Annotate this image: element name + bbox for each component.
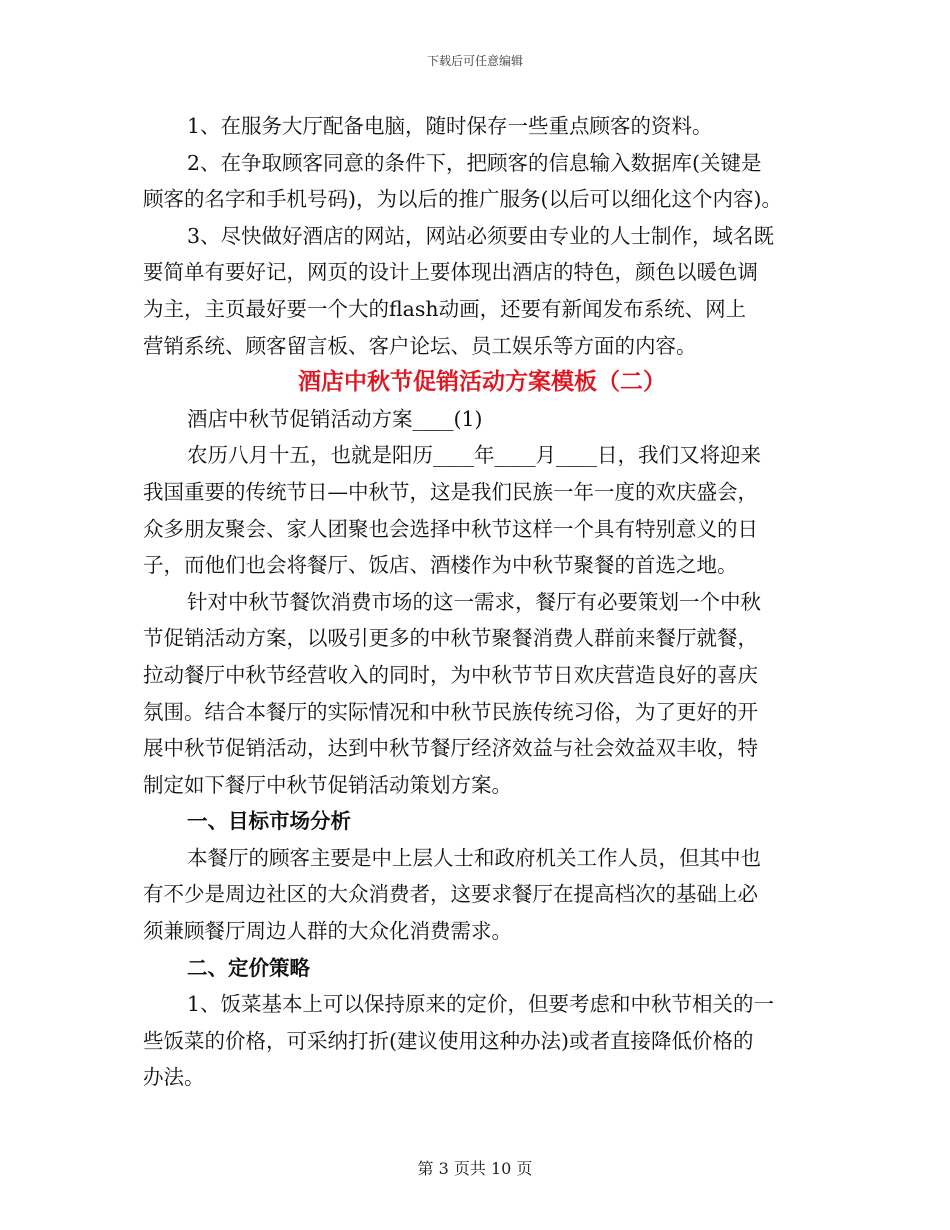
- paragraph-line: 酒店中秋节促销活动方案____(1): [187, 406, 483, 431]
- paragraph-line: 展中秋节促销活动，达到中秋节餐厅经济效益与社会效益双丰收，特: [143, 736, 758, 761]
- paragraph-line: 本餐厅的顾客主要是中上层人士和政府机关工作人员，但其中也: [187, 845, 761, 870]
- paragraph-line: 顾客的名字和手机号码)，为以后的推广服务(以后可以细化这个内容)。: [143, 187, 782, 212]
- section-heading: 一、目标市场分析: [187, 809, 351, 834]
- paragraph-line: 要简单有要好记，网页的设计上要体现出酒店的特色，颜色以暖色调: [143, 260, 758, 285]
- section-title: 酒店中秋节促销活动方案模板（二）: [298, 368, 666, 396]
- paragraph-line: 3、尽快做好酒店的网站，网站必须要由专业的人士制作，域名既: [187, 223, 775, 248]
- paragraph-line: 众多朋友聚会、家人团聚也会选择中秋节这样一个具有特别意义的日: [143, 516, 758, 541]
- paragraph-line: 我国重要的传统节日—中秋节，这是我们民族一年一度的欢庆盛会，: [143, 479, 758, 504]
- paragraph-line: 1、在服务大厅配备电脑，随时保存一些重点顾客的资料。: [187, 114, 713, 138]
- paragraph-line: 拉动餐厅中秋节经营收入的同时，为中秋节节日欢庆营造良好的喜庆: [143, 662, 758, 687]
- paragraph-line: 针对中秋节餐饮消费市场的这一需求，餐厅有必要策划一个中秋: [187, 589, 761, 614]
- page-header: 下载后可任意编辑: [426, 54, 523, 68]
- paragraph-line: 须兼顾餐厅周边人群的大众化消费需求。: [143, 919, 512, 944]
- document-body: [143, 108, 823, 1096]
- paragraph-line: 制定如下餐厅中秋节促销活动策划方案。: [143, 772, 512, 797]
- paragraph-line: 有不少是周边社区的大众消费者，这要求餐厅在提高档次的基础上必: [143, 882, 758, 907]
- paragraph-line: 1、饭菜基本上可以保持原来的定价，但要考虑和中秋节相关的一: [187, 992, 775, 1017]
- paragraph-line: 营销系统、顾客留言板、客户论坛、员工娱乐等方面的内容。: [143, 333, 697, 358]
- paragraph-line: 2、在争取顾客同意的条件下，把顾客的信息输入数据库(关键是: [187, 150, 762, 175]
- paragraph-line: 农历八月十五，也就是阳历____年____月____日，我们又将迎来: [187, 443, 761, 468]
- paragraph-line: 些饭菜的价格，可采纳打折(建议使用这种办法)或者直接降低价格的: [143, 1028, 754, 1053]
- paragraph-line: 办法。: [143, 1065, 205, 1090]
- paragraph-line: 为主，主页最好要一个大的flash动画，还要有新闻发布系统、网上: [143, 296, 747, 321]
- paragraph-line: 节促销活动方案，以吸引更多的中秋节聚餐消费人群前来餐厅就餐，: [143, 626, 758, 651]
- paragraph-line: 子，而他们也会将餐厅、饭店、酒楼作为中秋节聚餐的首选之地。: [143, 553, 738, 578]
- paragraph-line: 氛围。结合本餐厅的实际情况和中秋节民族传统习俗，为了更好的开: [143, 699, 758, 724]
- section-heading: 二、定价策略: [187, 955, 310, 980]
- page-footer: 第 3 页共 10 页: [417, 1159, 533, 1178]
